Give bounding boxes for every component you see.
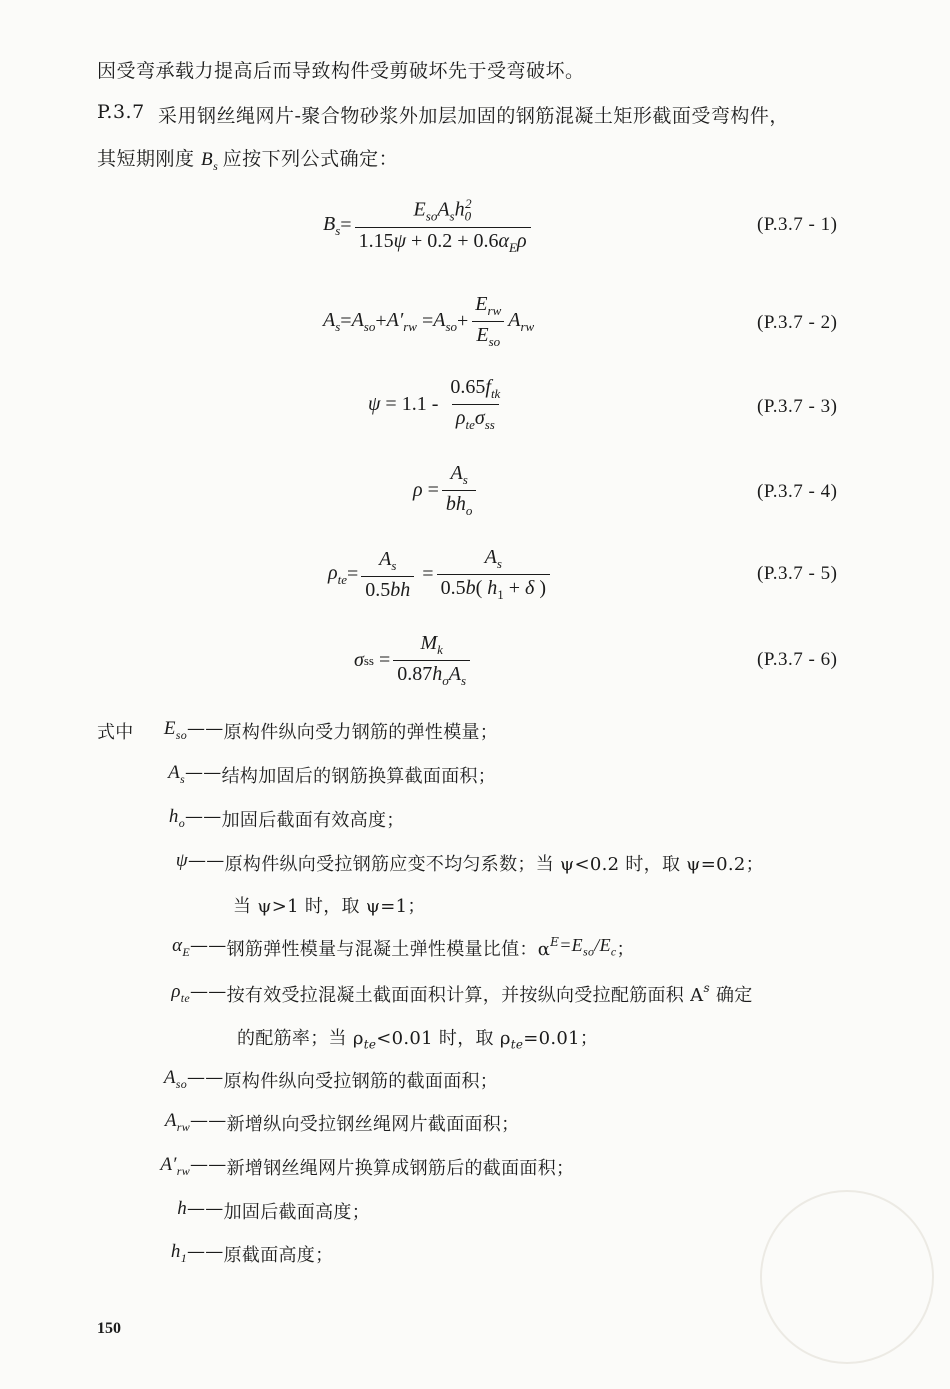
definition-dash: —— — [190, 981, 227, 1002]
clause-text-2a: 其短期刚度 — [97, 148, 202, 170]
clause-text-2b: 应按下列公式确定： — [222, 148, 399, 170]
definition-alpha-e: $\alpha_E$ —— 钢筋弹性模量与混凝土弹性模量比值：α E $=E_{so}/E_c$ ； — [80, 935, 635, 961]
definition-dash: —— — [185, 806, 222, 827]
equation-6: σ ss = $\frac{M_k}{0.87h_oA_s}$ — [354, 632, 473, 689]
definition-tail: =E — [559, 935, 583, 955]
definition-arw-prime — [80, 1154, 574, 1180]
definition-text: 按有效受拉混凝土截面面积计算，并按纵向受拉配筋面积 A — [226, 985, 704, 1006]
definition-dash: —— — [187, 1241, 224, 1262]
definition-dash: —— — [190, 1154, 227, 1175]
clause-text: 采用钢丝绳网片-聚合物砂浆外加层加固的钢筋混凝土矩形截面受弯构件， — [158, 105, 789, 127]
symbol-psi: ψ — [175, 850, 188, 871]
definition-psi-cont: 当 ψ>1 时，取 ψ=1； — [233, 896, 426, 917]
definition-rho-te-cont: 的配筋率；当 $\rho_{te}<0.01$ 时，取 $\rho_{te}=0.01$； — [237, 1028, 599, 1052]
definition-text: 原构件纵向受拉钢筋的截面面积； — [223, 1071, 499, 1092]
definition-arw — [80, 1110, 519, 1136]
symbol-rho-te: $\rho_{te}$ — [171, 981, 190, 1005]
equation-label-2: (P.3.7 - 2) — [757, 312, 838, 333]
definition-text: 原截面高度； — [223, 1245, 334, 1266]
clause-text-line2 — [97, 144, 398, 174]
definition-h — [80, 1198, 370, 1224]
definition-text: 加固后截面高度； — [223, 1202, 371, 1223]
symbol-h1: $h_1$ — [170, 1241, 187, 1265]
definition-text: 结构加固后的钢筋换算截面面积； — [221, 766, 497, 787]
definition-cont: 的配筋率；当 ρ — [237, 1028, 364, 1049]
definition-dash: —— — [187, 718, 224, 739]
definition-dash: —— — [187, 1067, 224, 1088]
equation-5: $\rho_{te}$ = $\frac{A_s}{0.5bh}$ = $\frac{A_s}{0.5b( h_1 + \delta )}$ — [328, 546, 553, 603]
definition-text: 新增纵向受拉钢丝绳网片截面面积； — [226, 1114, 520, 1135]
symbol-arw: $A_{rw}$ — [164, 1110, 190, 1134]
definition-dash: —— — [190, 935, 227, 956]
definition-eso — [80, 718, 498, 744]
definition-h1 — [80, 1241, 333, 1267]
symbol-ho: $h_o$ — [168, 806, 185, 830]
clause-number: P.3.7 — [97, 101, 145, 123]
definition-dash: —— — [187, 1198, 224, 1219]
definition-dash: —— — [188, 850, 225, 871]
definition-text: 加固后截面有效高度； — [221, 810, 405, 831]
intro-line: 因受弯承载力提高后而导致构件受剪破坏先于受弯破坏。 — [97, 60, 585, 82]
symbol-as: $A_s$ — [168, 762, 185, 786]
definition-text: 钢筋弹性模量与混凝土弹性模量比值：α — [226, 939, 551, 960]
equation-label-1: (P.3.7 - 1) — [757, 214, 838, 235]
definition-cont3: =0.01； — [523, 1028, 599, 1049]
definition-ho — [80, 806, 405, 832]
equation-label-5: (P.3.7 - 5) — [757, 563, 838, 584]
definition-psi — [80, 850, 764, 876]
definitions-prefix: 式中 — [97, 722, 134, 743]
equation-4: ρ = $\frac{A_s}{bh_o}$ — [413, 462, 479, 519]
definition-text: 原构件纵向受拉钢筋应变不均匀系数；当 ψ<0.2 时，取 ψ=0.2； — [224, 854, 764, 875]
definition-tail: 确定 — [715, 985, 753, 1006]
definition-dash: —— — [185, 762, 222, 783]
definition-as — [80, 762, 496, 788]
equation-label-3: (P.3.7 - 3) — [757, 396, 838, 417]
symbol-arw-prime: $A'_{rw}$ — [160, 1154, 190, 1178]
symbol-h: h — [177, 1198, 187, 1219]
equation-3: ψ = 1.1 - $\frac{0.65f_{tk}}{\rho_{te}\sigma_{ss}}$ — [368, 376, 501, 432]
definition-aso — [80, 1067, 498, 1093]
definition-text: 新增钢丝绳网片换算成钢筋后的截面面积； — [226, 1158, 575, 1179]
definition-tail2: /E — [594, 935, 611, 955]
symbol-eso: $E_{so}$ — [163, 718, 187, 742]
equation-label-4: (P.3.7 - 4) — [757, 481, 838, 502]
symbol-bs: $B_s$ — [201, 149, 219, 173]
equation-1: $B_s$ = $\frac{E_{so}A_sh_0^2}{1.15\psi + 0.2 + 0.6\alpha_E\rho}$ — [323, 196, 534, 256]
definition-dash: —— — [190, 1110, 227, 1131]
symbol-aso: $A_{so}$ — [163, 1067, 187, 1091]
definition-tail3: ； — [616, 939, 635, 960]
watermark-seal — [760, 1190, 934, 1364]
definition-cont2: <0.01 时，取 ρ — [376, 1028, 511, 1049]
definition-text: 原构件纵向受力钢筋的弹性模量； — [223, 722, 499, 743]
symbol-alpha-e: $\alpha_E$ — [172, 935, 190, 959]
equation-label-6: (P.3.7 - 6) — [757, 649, 838, 670]
definition-rho-te: $\rho_{te}$ —— 按有效受拉混凝土截面面积计算，并按纵向受拉配筋面积 A s 确定 — [80, 981, 753, 1007]
page-number: 150 — [97, 1320, 121, 1337]
equation-2: $A_s$ = $A_{so}$ + $A'_{rw}$ = $A_{so}$ + $\frac{E_{rw}}{E_{so}}$ $A_{rw}$ — [323, 293, 535, 349]
